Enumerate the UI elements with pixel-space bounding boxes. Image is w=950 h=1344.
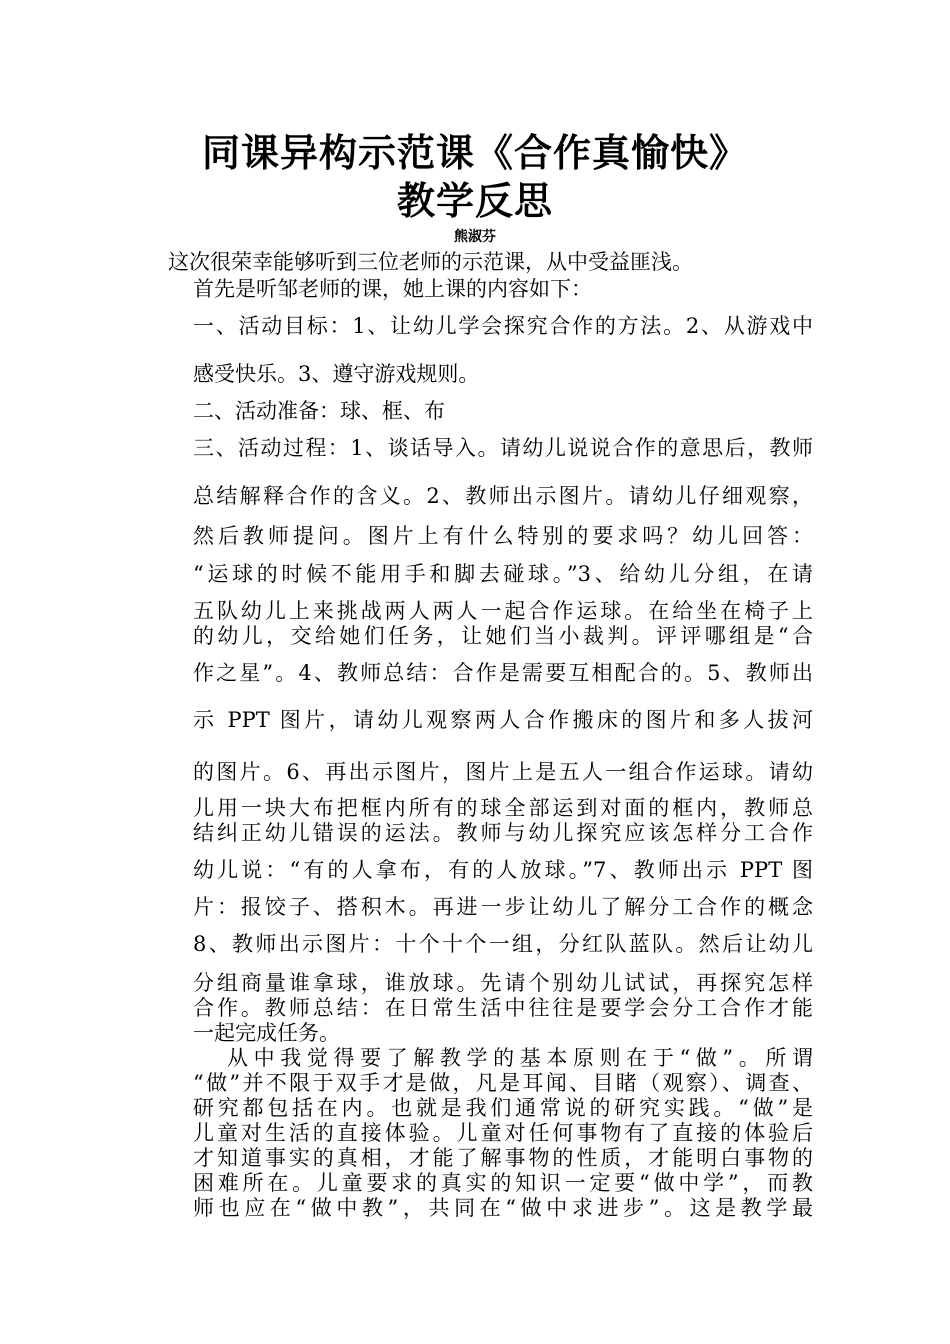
text-line: 研究都包括在内。也就是我们通常说的研究实践。“做”是 <box>193 1096 813 1120</box>
text-line: “做”并不限于双手才是做，凡是耳闻、目睹（观察）、调查、 <box>193 1071 813 1095</box>
text-line: 结纠正幼儿错误的运法。教师与幼儿探究应该怎样分工合作 <box>193 821 813 845</box>
text-line: 幼儿说：“有的人拿布，有的人放球。”7、教师出示 PPT 图 <box>193 858 813 882</box>
text-line: 分组商量谁拿球，谁放球。先请个别幼儿试试，再探究怎样 <box>193 971 813 995</box>
text-line: 二、活动准备：球、框、布 <box>193 399 445 423</box>
text-line: 示 PPT 图片，请幼儿观察两人合作搬床的图片和多人拔河 <box>193 708 813 732</box>
text-line: 五队幼儿上来挑战两人两人一起合作运球。在给坐在椅子上 <box>193 599 813 623</box>
text-line: 片：报饺子、搭积木。再进一步让幼儿了解分工合作的概念 <box>193 895 813 919</box>
text-line: 从中我觉得要了解教学的基本原则在于“做”。所谓 <box>227 1046 813 1070</box>
text-line: “运球的时候不能用手和脚去碰球。”3、给幼儿分组，在请 <box>193 562 813 586</box>
doc-title-line-1: 同课异构示范课《合作真愉快》 <box>201 131 748 175</box>
text-line: 一起完成任务。 <box>193 1021 340 1045</box>
text-line: 困难所在。儿童要求的真实的知识一定要“做中学”，而教 <box>193 1171 813 1195</box>
text-line: 儿用一块大布把框内所有的球全部运到对面的框内，教师总 <box>193 796 813 820</box>
text-line: 合作。教师总结：在日常生活中往往是要学会分工合作才能 <box>193 996 813 1020</box>
doc-author: 熊淑芬 <box>454 229 496 245</box>
text-line: 作之星”。4、教师总结：合作是需要互相配合的。5、教师出 <box>193 661 813 685</box>
text-line: 一、活动目标：1、让幼儿学会探究合作的方法。2、从游戏中 <box>193 314 813 338</box>
text-line: 的图片。6、再出示图片，图片上是五人一组合作运球。请幼 <box>193 760 813 784</box>
text-line: 的幼儿，交给她们任务，让她们当小裁判。评评哪组是“合 <box>193 624 813 648</box>
text-line: 8、教师出示图片：十个十个一组，分红队蓝队。然后让幼儿 <box>193 932 813 956</box>
text-line: 感受快乐。3、遵守游戏规则。 <box>193 362 480 386</box>
text-line: 师也应在“做中教”，共同在“做中求进步”。这是教学最 <box>193 1196 813 1220</box>
text-line: 然后教师提问。图片上有什么特别的要求吗？幼儿回答： <box>193 524 813 548</box>
text-line: 总结解释合作的含义。2、教师出示图片。请幼儿仔细观察， <box>193 484 813 508</box>
text-line: 儿童对生活的直接体验。儿童对任何事物有了直接的体验后 <box>193 1121 813 1145</box>
doc-title-line-2: 教学反思 <box>396 179 553 223</box>
text-line: 这次很荣幸能够听到三位老师的示范课，从中受益匪浅。 <box>168 250 693 274</box>
text-line: 首先是听邹老师的课，她上课的内容如下： <box>193 277 592 301</box>
text-line: 才知道事实的真相，才能了解事物的性质，才能明白事物的 <box>193 1146 813 1170</box>
text-line: 三、活动过程：1、谈话导入。请幼儿说说合作的意思后，教师 <box>193 436 813 460</box>
